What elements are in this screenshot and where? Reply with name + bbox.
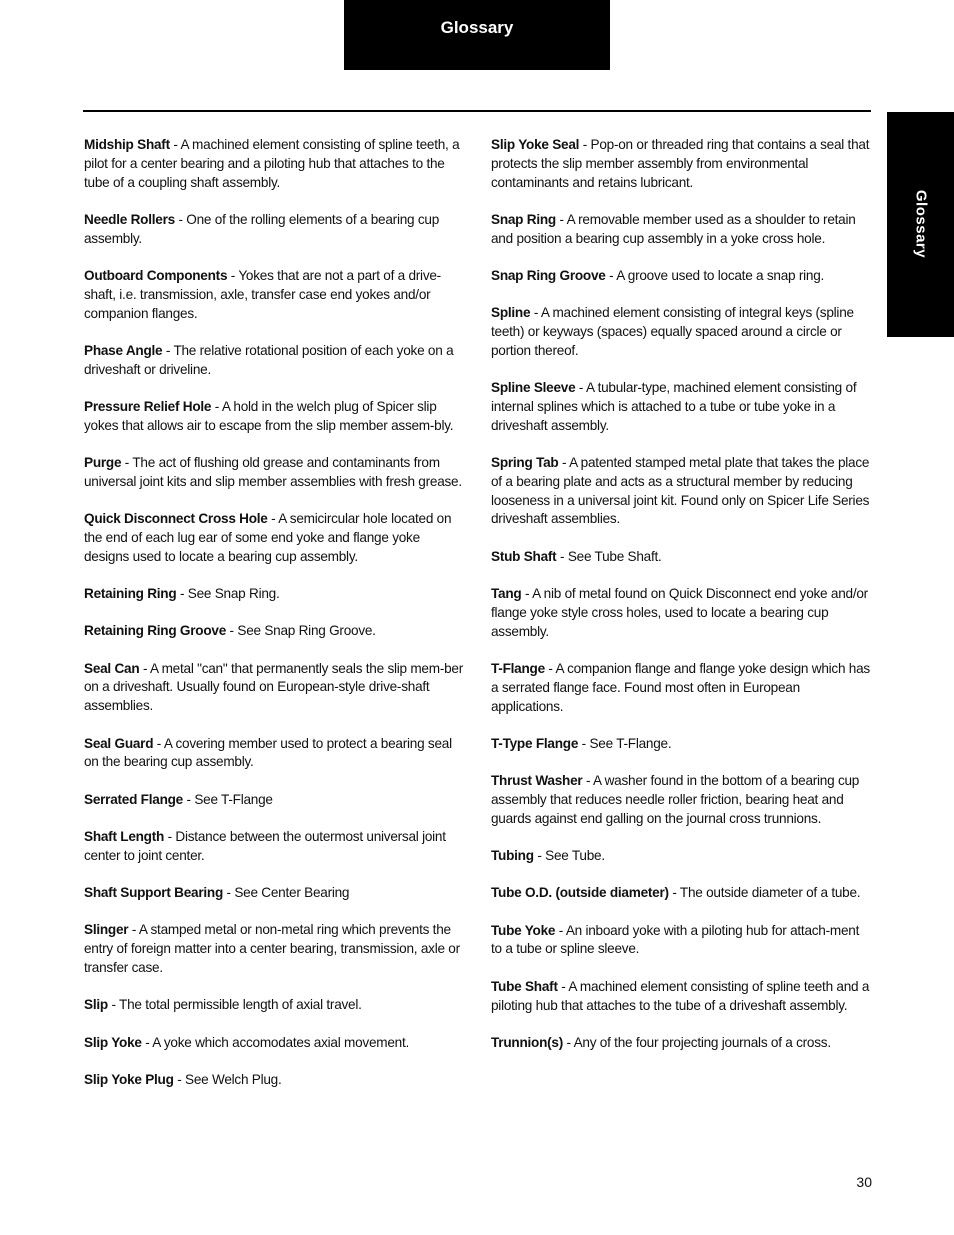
glossary-term: Tube O.D. (outside diameter) [491,885,669,901]
glossary-term: T-Type Flange [491,735,579,751]
glossary-entry: Shaft Length - Distance between the outermost universal joint center to joint center. [84,828,446,863]
glossary-term: Phase Angle [84,342,163,358]
glossary-entry: Spline Sleeve - A tubular-type, machined element consisting of internal splines which is attached to a tube or tube yoke in a driveshaft assembly. [491,380,857,433]
glossary-term: Seal Guard [84,735,154,751]
glossary-term: Seal Can [84,660,140,676]
glossary-term: Trunnion(s) [491,1034,564,1050]
glossary-definition: See T-Flange [194,791,273,807]
glossary-definition: A patented stamped metal plate that takes the place of a bearing plate and acts as a structural member by reducing looseness in a universal joint kit. Found only on Spicer Life Series driveshaft assemblies. [491,455,870,527]
glossary-entry: Tang - A nib of metal found on Quick Disconnect end yoke and/or flange yoke style cross holes, used to locate a bearing cup assembly. [491,586,868,639]
glossary-entry: Midship Shaft - A machined element consisting of spline teeth, a pilot for a center bearing and a piloting hub that attaches to the tube of a coupling shaft assembly. [84,137,460,190]
glossary-definition: A tubular-type, machined element consisting of internal splines which is attached to a tube or tube yoke in a driveshaft assembly. [491,380,857,433]
glossary-term: T-Flange [491,660,545,676]
glossary-term: Slip Yoke Seal [491,137,580,152]
glossary-entry: Stub Shaft - See Tube Shaft. [491,548,662,564]
glossary-entry: Quick Disconnect Cross Hole - A semicircular hole located on the end of each lug ear of some end yoke and flange yoke designs used to locate a bearing cup assembly. [84,511,452,564]
glossary-term: Tube Shaft [491,978,558,994]
glossary-term: Snap Ring Groove [491,267,606,283]
glossary-term: Quick Disconnect Cross Hole [84,511,268,527]
glossary-definition: See Welch Plug. [185,1071,282,1087]
side-tab-label: Glossary [912,189,929,259]
glossary-term: Snap Ring [491,211,556,227]
glossary-definition: See Snap Ring. [187,586,280,602]
glossary-column-right [491,136,873,1053]
glossary-entry: Retaining Ring - See Snap Ring. [84,586,280,602]
glossary-term: Stub Shaft [491,548,557,564]
glossary-entry: Seal Guard - A covering member used to protect a bearing seal on the bearing cup assembly. [84,735,452,770]
glossary-entry: T-Flange - A companion flange and flange yoke design which has a serrated flange face. Found most often in European applications. [491,660,870,714]
glossary-definition: One of the rolling elements of a bearing cup assembly. [84,211,440,246]
glossary-definition: A washer found in the bottom of a bearing cup assembly that reduces needle roller friction, bearing heat and guards against end galling on the journal cross trunnions. [491,773,860,826]
glossary-entry: Tube Shaft - A machined element consisting of spline teeth and a piloting hub that attaches to the tube of a driveshaft assembly. [491,978,870,1013]
glossary-entry: Purge - The act of flushing old grease and contaminants from universal joint kits and slip member assemblies with fresh grease. [84,455,462,489]
glossary-entry: Spring Tab - A patented stamped metal plate that takes the place of a bearing plate and acts as a structural member by reducing looseness in a universal joint kit. Found only on Spicer Life Series driveshaft assemblies. [491,455,870,527]
glossary-definition: An inboard yoke with a piloting hub for attach-ment to a tube or spline sleeve. [491,922,860,957]
glossary-entry: Needle Rollers - One of the rolling elements of a bearing cup assembly. [84,211,440,246]
glossary-definition: The relative rotational position of each yoke on a driveshaft or driveline. [84,342,454,377]
glossary-definition: The outside diameter of a tube. [679,885,861,901]
glossary-entry: Serrated Flange - See T-Flange [84,791,273,807]
glossary-entry: Slip Yoke Plug - See Welch Plug. [84,1071,282,1087]
glossary-term: Slip Yoke [84,1034,142,1050]
glossary-definition: A companion flange and flange yoke design which has a serrated flange face. Found most often in European applications. [491,660,870,714]
glossary-term: Tube Yoke [491,922,556,938]
header-tab [344,0,610,70]
glossary-definition: A machined element consisting of spline teeth, a pilot for a center bearing and a piloting hub that attaches to the tube of a coupling shaft assembly. [84,137,460,190]
glossary-definition: Any of the four projecting journals of a cross. [573,1034,831,1050]
glossary-definition: A nib of metal found on Quick Disconnect end yoke and/or flange yoke style cross holes, used to locate a bearing cup assembly. [491,586,868,639]
glossary-entry: Phase Angle - The relative rotational position of each yoke on a driveshaft or driveline. [84,342,454,377]
glossary-definition: See T-Flange. [589,735,672,751]
glossary-definition: A semicircular hole located on the end of each lug ear of some end yoke and flange yoke designs used to locate a bearing cup assembly. [84,511,452,564]
glossary-definition: A covering member used to protect a bearing seal on the bearing cup assembly. [84,735,452,770]
glossary-term: Shaft Support Bearing [84,885,223,901]
glossary-definition: A metal "can" that permanently seals the slip mem-ber on a driveshaft. Usually found on European-style drive-shaft assemblies. [84,660,463,714]
glossary-entry: Spline - A machined element consisting of integral keys (spline teeth) or keyways (spaces) equally spaced around a circle or portion thereof. [491,305,854,358]
side-tab [887,112,954,337]
glossary-term: Spline Sleeve [491,380,576,396]
glossary-definition: A stamped metal or non-metal ring which prevents the entry of foreign matter into a center bearing, transmission, axle or transfer case. [84,922,460,975]
glossary-definition: A machined element consisting of integral keys (spline teeth) or keyways (spaces) equally spaced around a circle or portion thereof. [491,305,854,358]
glossary-entry: Trunnion(s) - Any of the four projecting journals of a cross. [491,1034,831,1050]
glossary-entry: Tube O.D. (outside diameter) - The outside diameter of a tube. [491,885,861,901]
glossary-definition: A yoke which accomodates axial movement. [152,1034,409,1050]
glossary-entry: Shaft Support Bearing - See Center Bearing [84,885,350,901]
glossary-entry: Tube Yoke - An inboard yoke with a piloting hub for attach-ment to a tube or spline sleeve. [491,922,860,957]
glossary-definition: Distance between the outermost universal joint center to joint center. [84,828,446,863]
glossary-definition: Yokes that are not a part of a drive-shaft, i.e. transmission, axle, transfer case end yokes and/or companion flanges. [84,267,441,321]
glossary-term: Thrust Washer [491,773,583,789]
glossary-definition: See Snap Ring Groove. [237,623,376,639]
glossary-entry: Slip Yoke Seal - Pop-on or threaded ring that contains a seal that protects the slip member assembly from environmental contaminants and retains lubricant. [491,137,870,190]
glossary-term: Pressure Relief Hole [84,398,212,414]
glossary-entry: Pressure Relief Hole - A hold in the welch plug of Spicer slip yokes that allows air to escape from the slip member assem-bly. [84,398,454,433]
glossary-term: Tubing [491,848,534,864]
glossary-column-left [84,136,466,1090]
glossary-term: Slip Yoke Plug [84,1071,174,1087]
glossary-term: Slinger [84,922,129,938]
glossary-term: Purge [84,455,122,471]
glossary-definition: See Tube. [545,848,605,864]
glossary-entry: Thrust Washer - A washer found in the bottom of a bearing cup assembly that reduces needle roller friction, bearing heat and guards against end galling on the journal cross trunnions. [491,773,860,826]
glossary-entry: Slinger - A stamped metal or non-metal ring which prevents the entry of foreign matter into a center bearing, transmission, axle or transfer case. [84,922,460,975]
glossary-definition: A machined element consisting of spline teeth and a piloting hub that attaches to the tube of a driveshaft assembly. [491,978,870,1013]
glossary-term: Tang [491,586,522,602]
header-rule [83,110,871,112]
glossary-term: Retaining Ring [84,586,177,602]
glossary-term: Outboard Components [84,267,228,283]
glossary-term: Needle Rollers [84,211,175,227]
glossary-term: Shaft Length [84,828,165,844]
header-tab-title: Glossary [440,18,514,37]
glossary-entry: Tubing - See Tube. [491,848,605,864]
glossary-entry: Slip Yoke - A yoke which accomodates axial movement. [84,1034,409,1050]
glossary-entry: Snap Ring - A removable member used as a shoulder to retain and position a bearing cup assembly in a yoke cross hole. [491,211,856,246]
glossary-definition: See Center Bearing [234,885,350,901]
glossary-definition: Pop-on or threaded ring that contains a seal that protects the slip member assembly from environmental contaminants and retains lubricant. [491,137,870,190]
glossary-entry: Outboard Components - Yokes that are not a part of a drive-shaft, i.e. transmission, axle, transfer case end yokes and/or companion flanges. [84,267,441,321]
glossary-definition: A hold in the welch plug of Spicer slip yokes that allows air to escape from the slip member assem-bly. [84,398,454,433]
glossary-definition: The act of flushing old grease and contaminants from universal joint kits and slip member assemblies with fresh grease. [84,455,462,489]
glossary-term: Slip [84,997,108,1013]
glossary-definition: See Tube Shaft. [567,548,662,564]
page-number: 30 [856,1174,872,1190]
glossary-term: Retaining Ring Groove [84,623,227,639]
glossary-term: Spline [491,305,531,321]
glossary-term: Serrated Flange [84,791,183,807]
glossary-definition: A groove used to locate a snap ring. [616,267,825,283]
glossary-term: Midship Shaft [84,137,170,152]
glossary-definition: The total permissible length of axial travel. [119,997,362,1013]
glossary-entry: Slip - The total permissible length of axial travel. [84,997,362,1013]
glossary-entry: Retaining Ring Groove - See Snap Ring Groove. [84,623,376,639]
glossary-entry: Seal Can - A metal "can" that permanently seals the slip mem-ber on a driveshaft. Usually found on European-style drive-shaft assemblies. [84,660,463,714]
glossary-term: Spring Tab [491,455,559,471]
glossary-definition: A removable member used as a shoulder to retain and position a bearing cup assembly in a yoke cross hole. [491,211,856,246]
glossary-entry: Snap Ring Groove - A groove used to locate a snap ring. [491,267,825,283]
glossary-entry: T-Type Flange - See T-Flange. [491,735,672,751]
